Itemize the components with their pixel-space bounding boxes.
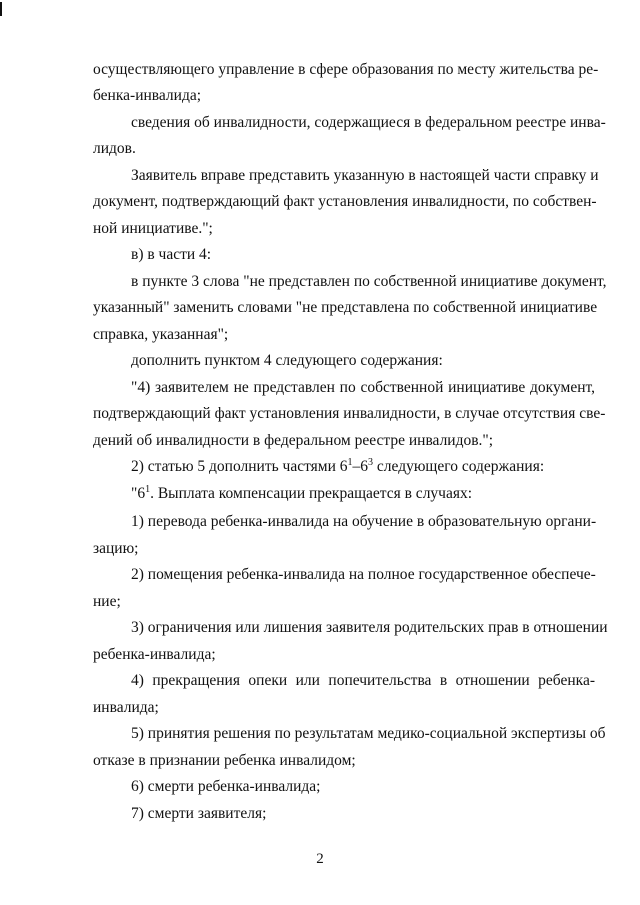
text-line: указанный" заменить словами "не представлена по собственной инициативе	[93, 299, 598, 316]
text-line: справка, указанная";	[93, 326, 229, 343]
text-line: 5) принятия решения по результатам медико-социальной экспертизы об	[131, 725, 606, 742]
text-line: сведения об инвалидности, содержащиеся в федеральном реестре инва-	[131, 114, 606, 131]
text-fragment: "6	[131, 485, 146, 502]
text-fragment: следующего содержания:	[373, 458, 545, 475]
text-line: 7) смерти заявителя;	[131, 805, 267, 822]
text-line: 4) прекращения опеки или попечительства в отношении ребенка-	[131, 672, 595, 689]
text-fragment: . Выплата компенсации прекращается в случаях:	[150, 485, 473, 502]
text-line: бенка-инвалида;	[93, 87, 202, 104]
text-fragment: –6	[352, 458, 369, 475]
text-fragment: 2) статью 5 дополнить частями 6	[131, 458, 348, 475]
text-line: отказе в признании ребенка инвалидом;	[93, 752, 356, 769]
text-line: лидов.	[93, 140, 136, 157]
text-line: осуществляющего управление в сфере образования по месту жительства ре-	[93, 61, 599, 78]
text-line: ребенка-инвалида;	[93, 646, 216, 663]
text-line: дений об инвалидности в федеральном реестре инвалидов.";	[93, 432, 494, 449]
text-line: 2) помещения ребенка-инвалида на полное государственное обеспече-	[131, 566, 596, 583]
text-line	[131, 457, 595, 477]
superscript: 1	[145, 484, 151, 495]
text-line: дополнить пунктом 4 следующего содержания:	[131, 352, 443, 369]
text-line: в) в части 4:	[131, 246, 212, 263]
text-line: Заявитель вправе представить указанную в настоящей части справку и	[131, 167, 599, 184]
text-line: зацию;	[93, 540, 139, 557]
text-line: 1) перевода ребенка-инвалида на обучение в образовательную органи-	[131, 513, 597, 530]
scan-edge-mark	[0, 2, 2, 16]
text-line: 3) ограничения или лишения заявителя родительских прав в отношении	[131, 619, 608, 636]
text-line: инвалида;	[93, 699, 159, 716]
text-line: ной инициативе.";	[93, 220, 213, 237]
text-line: подтверждающий факт установления инвалидности, в случае отсутствия све-	[93, 405, 606, 422]
text-line: 6) смерти ребенка-инвалида;	[131, 778, 321, 795]
text-line: документ, подтверждающий факт установления инвалидности, по собствен-	[93, 193, 597, 210]
superscript: 3	[368, 457, 374, 468]
text-line: "4) заявителем не представлен по собственной инициативе документ,	[131, 379, 595, 396]
text-line	[131, 484, 595, 504]
page-number: 2	[316, 851, 324, 867]
superscript: 1	[347, 457, 353, 468]
text-line: в пункте 3 слова "не представлен по собственной инициативе документ,	[131, 273, 607, 290]
text-line: ние;	[93, 593, 121, 610]
